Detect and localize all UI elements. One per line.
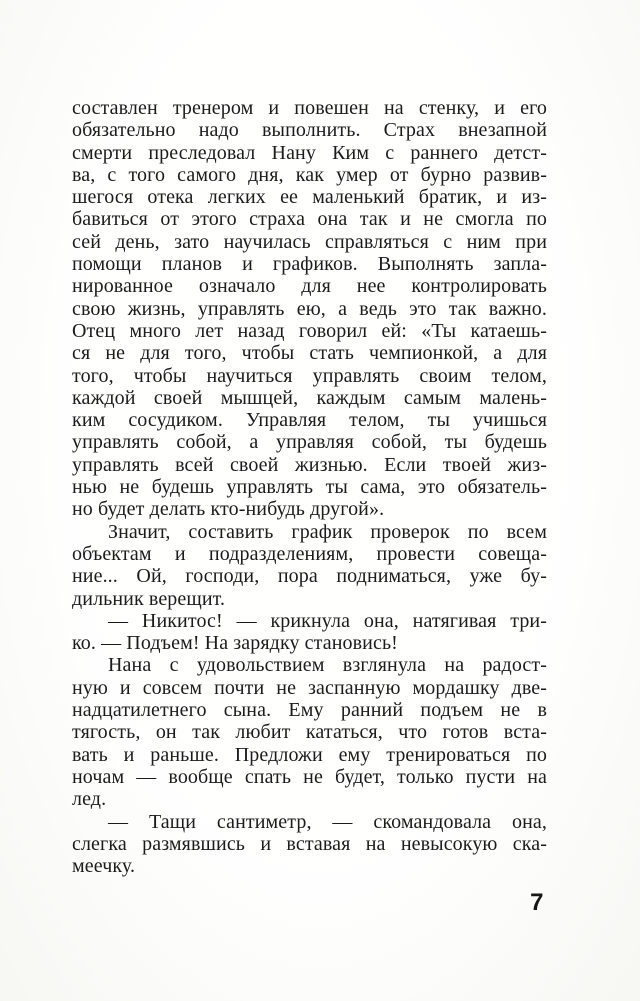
text-line: составлен тренером и повешен на стенку, и его <box>72 97 547 119</box>
text-line: ся не для того, чтобы стать чемпионкой, а для <box>72 342 547 365</box>
text-line: обязательно надо выполнить. Страх внезапной <box>72 119 547 142</box>
text-line: дильник верещит. <box>72 587 226 610</box>
text-line: управлять собой, а управляя собой, ты будешь <box>72 431 547 454</box>
text-line: нированное означало для нее контролировать <box>72 275 547 298</box>
text-line: ким сосудиком. Управляя телом, ты учишься <box>72 409 547 432</box>
text-line: ную и совсем почти не заспанную мордашку две- <box>72 676 547 699</box>
text-line: объектам и подразделениям, провести совеща- <box>72 542 547 565</box>
paragraph <box>72 97 547 521</box>
text-line: ние... Ой, господи, пора подниматься, уже бу- <box>72 565 547 588</box>
paragraph <box>72 610 547 655</box>
text-line: сей день, зато научилась справляться с ним при <box>72 230 547 253</box>
text-line: свою жизнь, управлять ею, а ведь это так важно. <box>72 297 547 320</box>
text-line: бавиться от этого страха она так и не смогла по <box>72 208 547 231</box>
text-line: каждой своей мышцей, каждым самым малень- <box>72 386 547 409</box>
page-number: 7 <box>530 889 544 916</box>
text-line: вать и раньше. Предложи ему тренироваться по <box>72 743 547 766</box>
text-line: Отец много лет назад говорил ей: «Ты катаешь- <box>72 319 547 342</box>
text-line: но будет делать кто-нибудь другой». <box>72 498 385 521</box>
text-line: тягость, он так любит кататься, что готов вста- <box>72 721 547 744</box>
text-line: — Никитос! — крикнула она, натягивая три- <box>108 609 547 632</box>
text-line: нью не будешь управлять ты сама, это обязатель- <box>72 476 547 499</box>
text-line: того, чтобы научиться управлять своим телом, <box>72 364 547 387</box>
text-line: шегося отека легких ее маленький братик, и из- <box>72 186 547 209</box>
paragraph <box>72 654 547 810</box>
text-line: надцатилетнего сына. Ему ранний подъем не в <box>72 699 547 722</box>
text-line: Значит, составить график проверок по всем <box>108 520 547 543</box>
text-line: ко. — Подъем! На зарядку становись! <box>72 632 398 655</box>
text-line: смерти преследовал Нану Ким с раннего детст- <box>72 141 547 164</box>
text-block <box>72 97 547 877</box>
text-line: управлять всей своей жизнью. Если твоей жиз- <box>72 453 547 476</box>
text-line: — Тащи сантиметр, — скомандовала она, <box>108 810 547 833</box>
text-line: меечку. <box>72 855 136 878</box>
text-line: слегка размявшись и вставая на невысокую ска- <box>72 832 547 855</box>
text-line: Нана с удовольствием взглянула на радост- <box>108 654 547 677</box>
paragraph <box>72 521 547 610</box>
paragraph <box>72 811 547 878</box>
text-line: ва, с того самого дня, как умер от бурно развив- <box>72 163 547 186</box>
text-line: помощи планов и графиков. Выполнять запла- <box>72 253 547 276</box>
text-line: лед. <box>72 788 107 811</box>
text-line: ночам — вообще спать не будет, только пусти на <box>72 765 547 788</box>
